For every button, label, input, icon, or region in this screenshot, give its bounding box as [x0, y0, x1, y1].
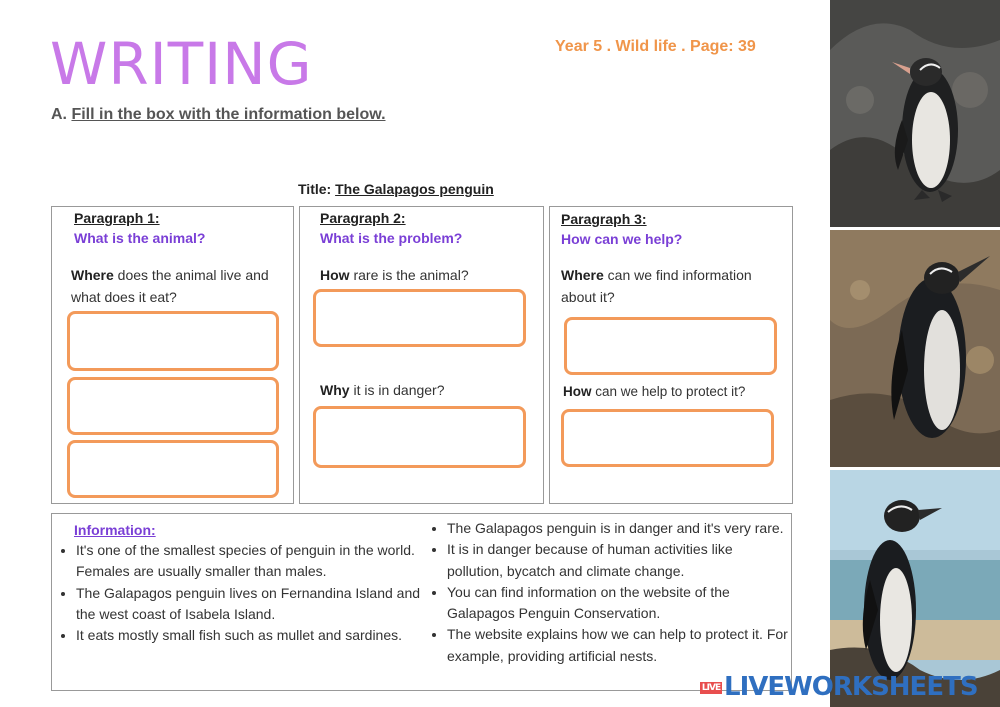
instruction — [51, 106, 386, 124]
answer-box-1c[interactable] — [67, 440, 279, 498]
info-item: • The Galapagos penguin is in danger and it's very rare. — [447, 518, 789, 539]
paragraph-1-prompt — [71, 264, 286, 308]
worksheet-title — [298, 181, 494, 197]
info-item: • It eats mostly small fish such as mullet and sardines. — [76, 625, 424, 646]
paragraph-3-question: How can we help? — [561, 231, 683, 247]
info-item: • The website explains how we can help to protect it. For example, providing artificial nests. — [447, 624, 789, 667]
paragraph-2-question: What is the problem? — [320, 230, 463, 246]
prompt-text: can we help to protect it? — [591, 384, 746, 399]
paragraph-3-heading: Paragraph 3: — [561, 211, 647, 227]
penguin-on-rocks-image — [830, 0, 1000, 227]
instruction-text: Fill in the box with the information below. — [71, 106, 386, 123]
prompt-text: rare is the animal? — [349, 267, 469, 283]
paragraph-1-panel — [51, 206, 294, 504]
information-box — [51, 513, 792, 691]
prompt-keyword: How — [320, 267, 350, 283]
penguin-photo-2 — [830, 230, 1000, 467]
answer-box-2a[interactable] — [313, 289, 526, 347]
answer-box-1a[interactable] — [67, 311, 279, 371]
prompt-keyword: Where — [561, 267, 604, 283]
answer-box-2b[interactable] — [313, 406, 526, 468]
paragraph-2-prompt-1 — [320, 264, 535, 286]
answer-box-3b[interactable] — [561, 409, 774, 467]
paragraph-1-question: What is the animal? — [74, 230, 206, 246]
prompt-text: does the animal live and what does it eat? — [71, 267, 269, 305]
lesson-meta: Year 5 . Wild life . Page: 39 — [555, 38, 756, 55]
prompt-text: it is in danger? — [349, 382, 445, 398]
info-item: • You can find information on the website of the Galapagos Penguin Conservation. — [447, 582, 789, 625]
paragraph-3-panel — [549, 206, 793, 504]
watermark-text: LIVEWORKSHEETS — [724, 672, 978, 702]
paragraph-2-prompt-2 — [320, 379, 535, 401]
information-left-column — [56, 540, 424, 646]
paragraph-2-panel — [299, 206, 544, 504]
information-heading: Information: — [74, 522, 156, 538]
info-item: • The Galapagos penguin lives on Fernandina Island and the west coast of Isabela Island. — [76, 583, 424, 626]
info-item: • It's one of the smallest species of penguin in the world. Females are usually smaller than males. — [76, 540, 424, 583]
worksheet-title-value: The Galapagos penguin — [335, 181, 494, 197]
info-item: • It is in danger because of human activities like pollution, bycatch and climate change. — [447, 539, 789, 582]
paragraph-2-heading: Paragraph 2: — [320, 210, 406, 226]
instruction-letter: A. — [51, 106, 67, 123]
liveworksheets-watermark — [700, 672, 978, 702]
prompt-keyword: Why — [320, 382, 350, 398]
prompt-text: can we find information about it? — [561, 267, 752, 305]
paragraph-3-prompt-2 — [563, 381, 791, 403]
prompt-keyword: Where — [71, 267, 114, 283]
information-right-column — [427, 518, 789, 667]
paragraph-1-heading: Paragraph 1: — [74, 210, 160, 226]
answer-box-1b[interactable] — [67, 377, 279, 435]
penguin-standing-image — [830, 230, 1000, 467]
answer-box-3a[interactable] — [564, 317, 777, 375]
worksheet-title-label: Title: — [298, 181, 332, 197]
penguin-photo-1 — [830, 0, 1000, 227]
page-title: WRITING — [50, 30, 313, 98]
paragraph-3-prompt-1 — [561, 264, 781, 308]
liveworksheets-logo-icon: LIVE — [701, 682, 721, 693]
prompt-keyword: How — [563, 384, 592, 399]
